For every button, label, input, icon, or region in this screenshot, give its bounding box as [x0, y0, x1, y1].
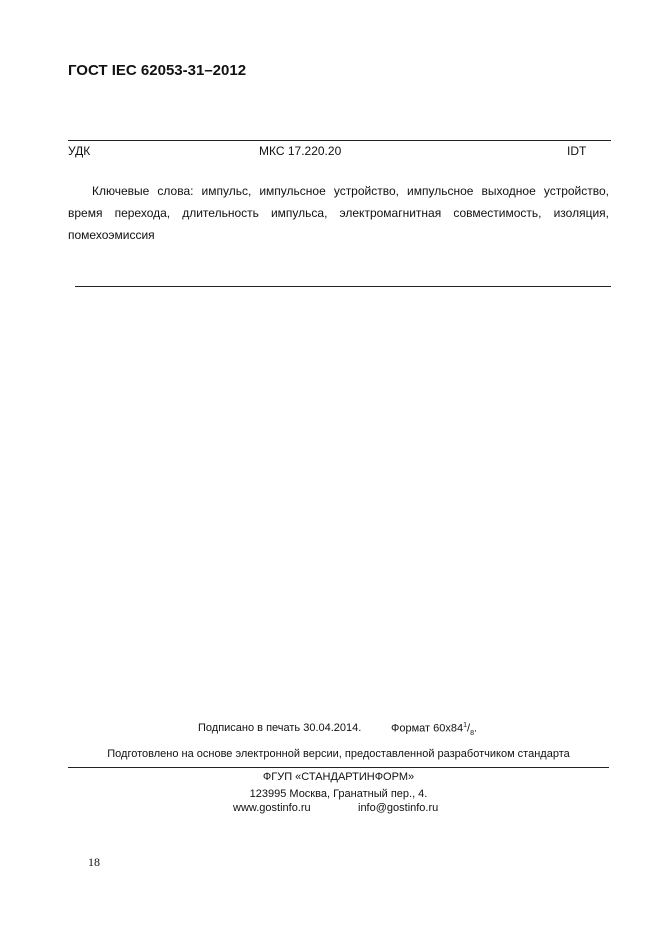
- top-divider: [68, 140, 611, 141]
- email-link[interactable]: info@gostinfo.ru: [358, 802, 439, 814]
- signed-for-print: Подписано в печать 30.04.2014.: [198, 722, 362, 734]
- bottom-divider: [68, 767, 609, 768]
- keywords-paragraph: Ключевые слова: импульс, импульсное устройство, импульсное выходное устройство, время перехода, длительность импульса, электромагнитная совместимость, изоляция, помехоэмиссия: [68, 184, 609, 242]
- paper-format: Формат $60x84^1/_8$.: [391, 722, 478, 737]
- idt-label: IDT: [567, 144, 587, 158]
- udk-label: УДК: [68, 144, 91, 158]
- page-number: 18: [88, 855, 100, 869]
- format-end: .: [473, 722, 478, 735]
- format-subscript: 8: [470, 729, 474, 737]
- middle-divider: [75, 286, 611, 287]
- format-label: Формат 60x84: [391, 722, 464, 735]
- format-superscript: 1: [463, 722, 468, 729]
- organization-name: ФГУП «СТАНДАРТИНФОРМ»: [262, 771, 415, 783]
- website-link[interactable]: www.gostinfo.ru: [233, 802, 311, 814]
- prepared-note: Подготовлено на основе электронной версии, предоставленной разработчиком стандарта: [107, 748, 570, 760]
- organization-address: 123995 Москва, Гранатный пер., 4.: [249, 788, 428, 800]
- mks-code: МКС 17.220.20: [259, 144, 342, 158]
- document-title: ГОСТ IEC 62053-31–2012: [68, 62, 247, 79]
